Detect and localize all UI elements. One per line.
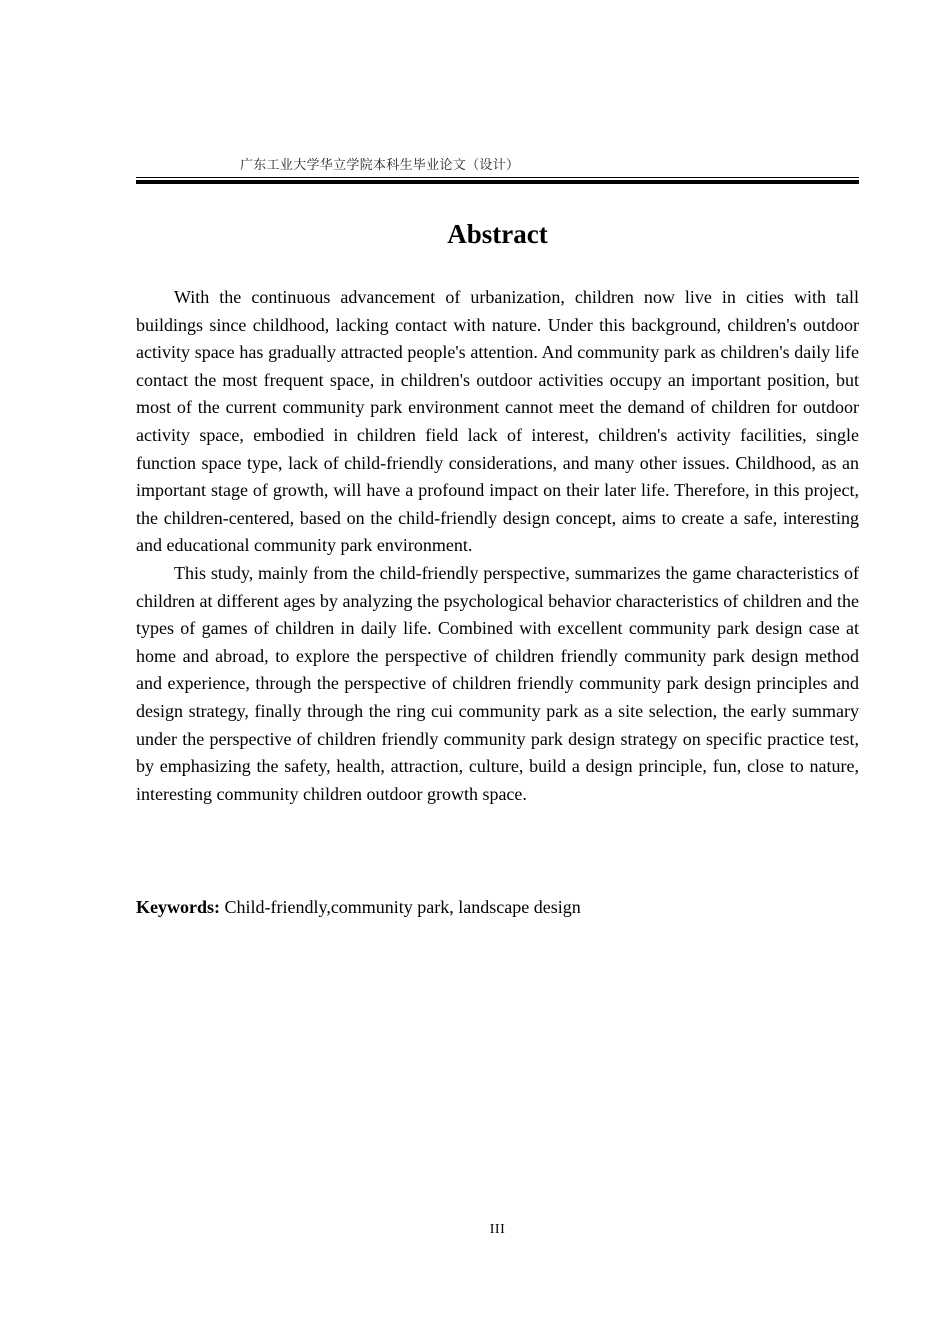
abstract-paragraph-1: With the continuous advancement of urbanization, children now live in cities with tall buildings since childhood, lacking contact with nature. Under this background, children's outdoor activity space has gradually attracted people's attention. And community park as children's daily life contact the most frequent space, in children's outdoor activities occupy an important position, but most of the current community park environment cannot meet the demand of children for outdoor activity space, embodied in children field lack of interest, children's activity facilities, single function space type, lack of child-friendly considerations, and many other issues. Childhood, as an important stage of growth, will have a profound impact on their later life. Therefore, in this project, the children-centered, based on the child-friendly design concept, aims to create a safe, interesting and educational community park environment. (136, 287, 859, 556)
running-header: 广东工业大学华立学院本科生毕业论文（设计） (240, 158, 520, 173)
keywords-line (136, 894, 859, 921)
header-rule-thin (136, 177, 859, 178)
abstract-body (136, 284, 859, 808)
abstract-title: Abstract (447, 219, 548, 249)
page-number: III (489, 1222, 506, 1237)
keywords-label: Keywords: (136, 897, 220, 917)
abstract-paragraph-2: This study, mainly from the child-friendly perspective, summarizes the game characteristics of children at different ages by analyzing the psychological behavior characteristics of children and the types of games of children in daily life. Combined with excellent community park design case at home and abroad, to explore the perspective of children friendly community park design method and experience, through the perspective of children friendly community park design principles and design strategy, finally through the ring cui community park as a site selection, the early summary under the perspective of children friendly community park design strategy on specific practice test, by emphasizing the safety, health, attraction, culture, build a design principle, fun, close to nature, interesting community children outdoor growth space. (136, 562, 859, 804)
header-rule-thick (136, 180, 859, 184)
keywords-value: Child-friendly,community park, landscape design (220, 897, 581, 917)
